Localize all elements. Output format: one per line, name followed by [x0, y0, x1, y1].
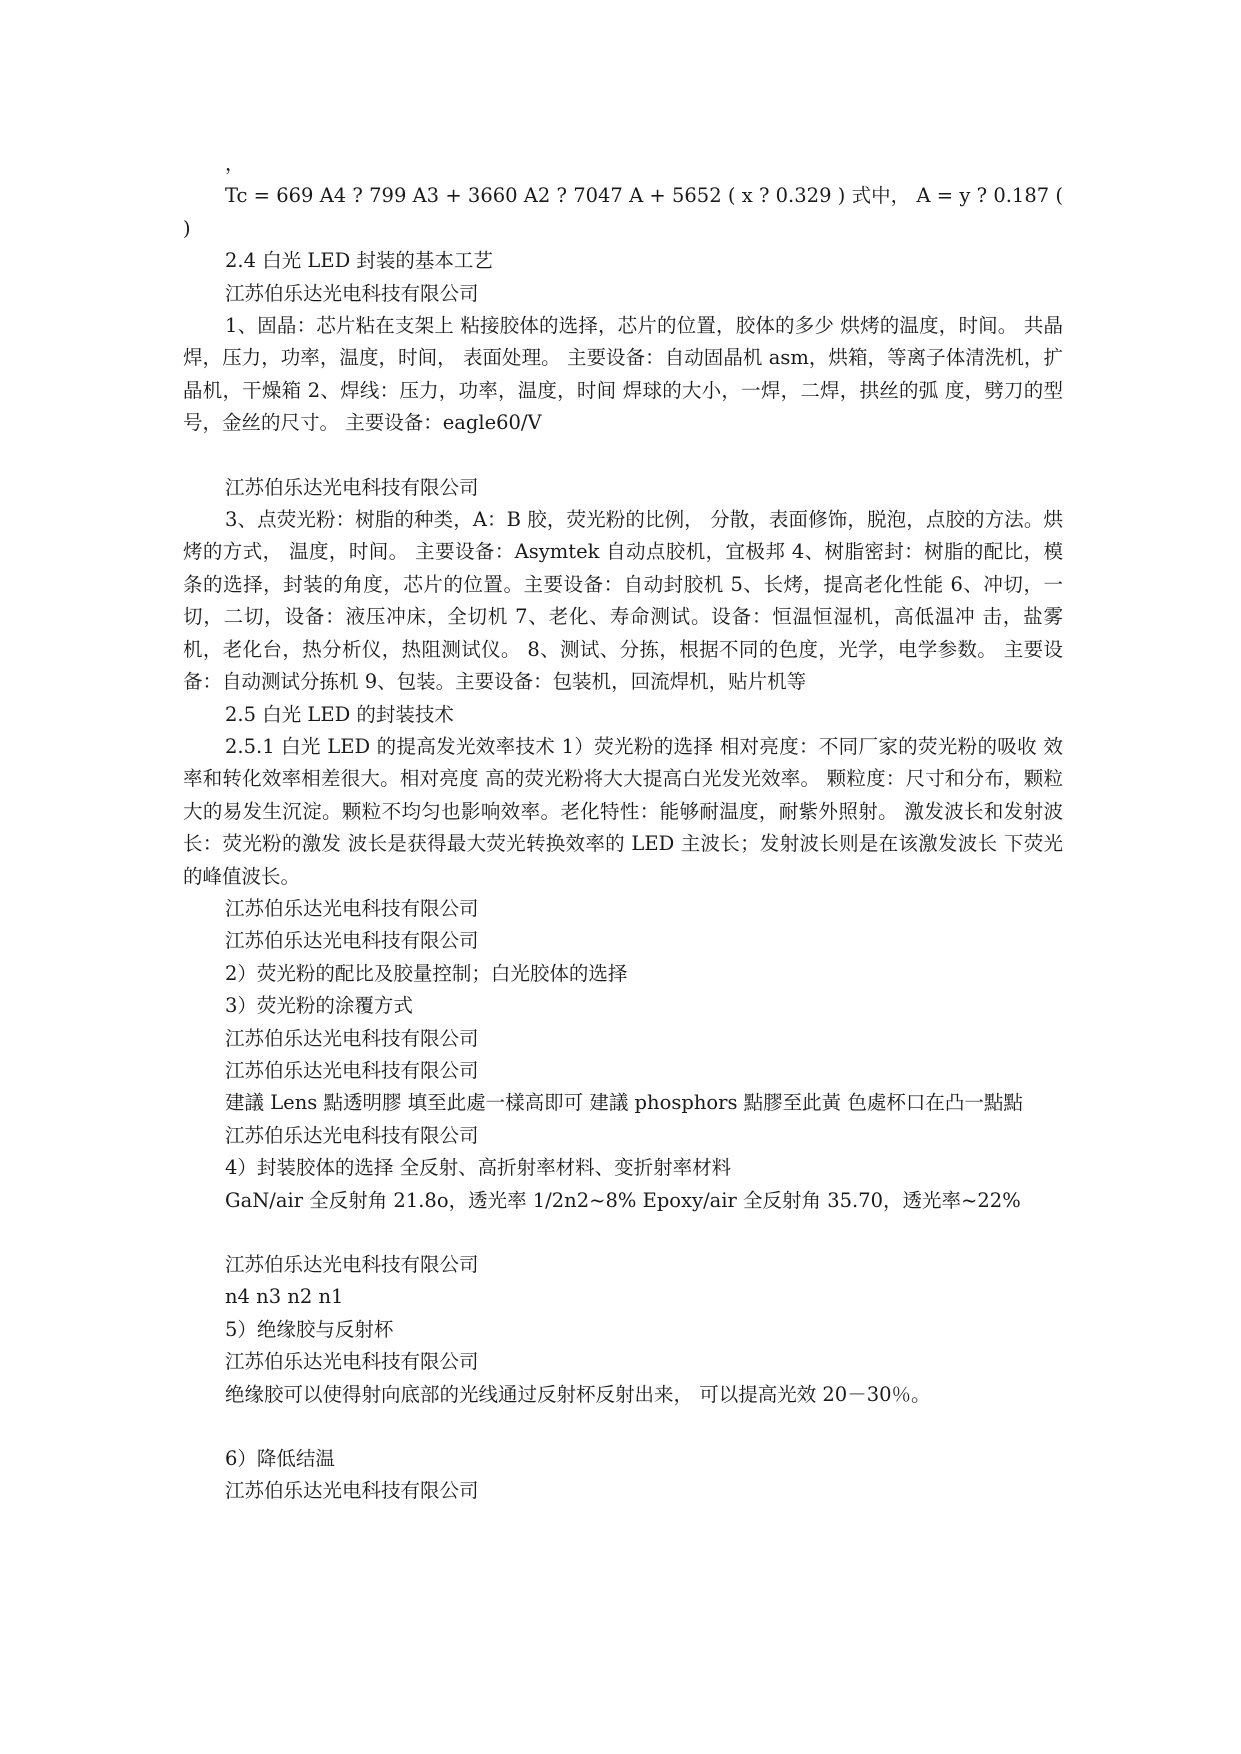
paragraph: 3）荧光粉的涂覆方式: [225, 994, 413, 1018]
paragraph: 江苏伯乐达光电科技有限公司: [225, 475, 479, 499]
paragraph: 江苏伯乐达光电科技有限公司: [225, 281, 479, 305]
document-page: [183, 148, 1063, 1508]
paragraph: 4）封装胶体的选择 全反射、高折射率材料、变折射率材料: [225, 1156, 732, 1180]
paragraph: 6）降低结温: [225, 1447, 335, 1471]
paragraph: 江苏伯乐达光电科技有限公司: [225, 1026, 479, 1050]
paragraph: 江苏伯乐达光电科技有限公司: [225, 896, 479, 920]
paragraph: 江苏伯乐达光电科技有限公司: [225, 1479, 479, 1503]
paragraph: 江苏伯乐达光电科技有限公司: [225, 1253, 479, 1276]
paragraph: GaN/air 全反射角 21.8o，透光率 1/2n2~8% Epoxy/air 全反射角 35.70，透光率~22%: [225, 1188, 1021, 1212]
paragraph: 江苏伯乐达光电科技有限公司: [225, 929, 479, 953]
paragraph: 江苏伯乐达光电科技有限公司: [225, 1123, 479, 1147]
paragraph: n4 n3 n2 n1: [225, 1285, 344, 1309]
paragraph: 江苏伯乐达光电科技有限公司: [225, 1058, 479, 1082]
paragraph: Tc = 669 A4 ? 799 A3 + 3660 A2 ? 7047 A + 5652 ( x ? 0.329 ) 式中， A = y ? 0.187 ( ): [183, 184, 1063, 240]
paragraph: 江苏伯乐达光电科技有限公司: [225, 1350, 479, 1374]
paragraph-spacer: [183, 440, 1063, 472]
paragraph: 5）绝缘胶与反射杯: [225, 1317, 394, 1341]
paragraph: 2.5.1 白光 LED 的提高发光效率技术 1）荧光粉的选择 相对亮度：不同厂家的荧光粉的吸收 效率和转化效率相差很大。相对亮度 高的荧光粉将大大提高白光发光效率。 颗粒度：尺寸和分布，颗粒大的易发生沉淀。颗粒不均匀也影响效率。老化特性：能够耐温度，耐紫外照射。 激发波长和发射波长：荧光粉的激发 波长是获得最大荧光转换效率的 LED 主波长；发射波长则是在该激发波长 下荧光的峰值波长。: [183, 734, 1063, 888]
paragraph: 2）荧光粉的配比及胶量控制；白光胶体的选择: [225, 961, 628, 985]
paragraph: ，: [225, 152, 245, 175]
paragraph: 建議 Lens 點透明膠 填至此處一樣高即可 建議 phosphors 點膠至此黃 色處杯口在凸一點點: [225, 1091, 1023, 1115]
paragraph: 绝缘胶可以使得射向底部的光线通过反射杯反射出来， 可以提高光效 20－30％。: [225, 1382, 931, 1406]
paragraph-spacer: [183, 1411, 1063, 1443]
paragraph: 2.5 白光 LED 的封装技术: [225, 702, 454, 726]
paragraph: 2.4 白光 LED 封装的基本工艺: [225, 249, 493, 273]
paragraph: 3、点荧光粉：树脂的种类，A：B 胶，荧光粉的比例， 分散，表面修饰，脱泡，点胶的方法。烘烤的方式， 温度，时间。 主要设备：Asymtek 自动点胶机，宜极邦 4、树脂密封：树脂的配比，模条的选择，封装的角度，芯片的位置。主要设备：自动封胶机 5、长烤，提高老化性能 6、冲切，一切，二切，设备：液压冲床，全切机 7、老化、寿命测试。设备：恒温恒湿机，高低温冲 击，盐雾机，老化台，热分析仪，热阻测试仪。 8、测试、分拣，根据不同的色度，光学，电学参数。 主要设备：自动测试分拣机 9、包装。主要设备：包装机，回流焊机，贴片机等: [183, 508, 1063, 694]
paragraph-spacer: [183, 1217, 1063, 1249]
paragraph: 1、固晶：芯片粘在支架上 粘接胶体的选择，芯片的位置，胶体的多少 烘烤的温度，时间。 共晶焊，压力，功率，温度，时间， 表面处理。 主要设备：自动固晶机 asm，烘箱，等离子体清洗机，扩晶机，干燥箱 2、焊线：压力，功率，温度，时间 焊球的大小，一焊，二焊，拱丝的弧 度，劈刀的型号，金丝的尺寸。 主要设备：eagle60/V: [183, 314, 1063, 435]
